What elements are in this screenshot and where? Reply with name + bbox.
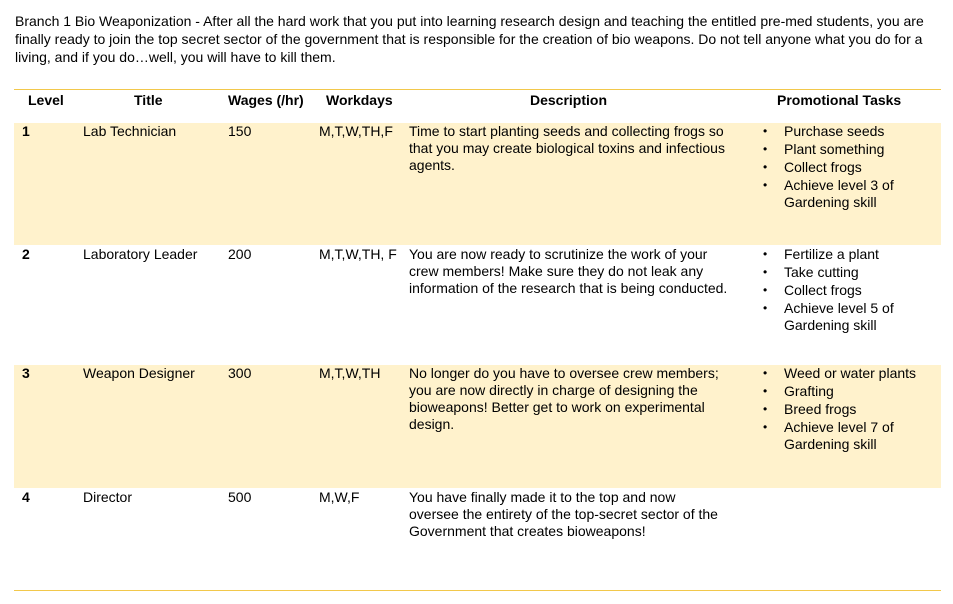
row-wages: 500 <box>228 489 252 505</box>
row-workdays: M,T,W,TH, F <box>319 246 397 262</box>
task-item: • Grafting <box>763 383 834 399</box>
row-level: 1 <box>22 123 30 139</box>
row-tasks <box>763 246 934 335</box>
row-description: No longer do you have to oversee crew members; you are now directly in charge of designing the bioweapons! Better get to work on experimental design. <box>409 365 719 432</box>
table-row <box>14 123 941 245</box>
bullet-icon: • <box>763 402 768 416</box>
task-item: • Plant something <box>763 141 885 157</box>
header-title: Title <box>134 92 163 108</box>
row-description: You are now ready to scrutinize the work of your crew members! Make sure they do not leak any information of the research that is being conducted. <box>409 246 728 296</box>
bullet-icon: • <box>763 178 768 192</box>
task-item: • Achieve level 5 of Gardening skill <box>763 300 894 333</box>
table-row <box>14 365 941 488</box>
task-item: • Purchase seeds <box>763 123 885 139</box>
bullet-icon: • <box>763 301 768 315</box>
table-row <box>14 489 941 589</box>
bullet-icon: • <box>763 366 768 380</box>
task-item: • Collect frogs <box>763 159 862 175</box>
table-header <box>14 90 941 123</box>
bullet-icon: • <box>763 247 768 261</box>
row-wages: 150 <box>228 123 252 139</box>
row-workdays: M,T,W,TH <box>319 365 381 381</box>
bullet-icon: • <box>763 265 768 279</box>
header-workdays: Workdays <box>326 92 393 108</box>
header-level: Level <box>28 92 64 108</box>
row-workdays: M,W,F <box>319 489 360 505</box>
task-item: • Achieve level 7 of Gardening skill <box>763 419 894 452</box>
row-wages: 200 <box>228 246 252 262</box>
header-description: Description <box>530 92 608 108</box>
table-row <box>14 246 941 364</box>
bullet-icon: • <box>763 142 768 156</box>
intro-text: - After all the hard work that you put into learning research design and teaching the entitled pre-med students, you are finally ready to join the top secret sector of the government that is responsible for the creation of bio weapons. Do not tell anyone what you do for a living, and if you do…well, you will have to kill them. <box>15 13 924 65</box>
bullet-icon: • <box>763 283 768 297</box>
intro-paragraph <box>15 12 935 66</box>
header-wages: Wages (/hr) <box>228 92 304 108</box>
row-level: 3 <box>22 365 30 381</box>
task-item: • Fertilize a plant <box>763 246 879 262</box>
row-level: 4 <box>22 489 30 505</box>
row-description: Time to start planting seeds and collecting frogs so that you may create biological toxins and infectious agents. <box>409 123 725 173</box>
task-item: • Breed frogs <box>763 401 857 417</box>
row-title: Director <box>83 489 133 505</box>
bullet-icon: • <box>763 124 768 138</box>
bullet-icon: • <box>763 384 768 398</box>
row-title: Lab Technician <box>83 123 177 139</box>
row-description: You have finally made it to the top and now oversee the entirety of the top-secret sector of the Government that creates bioweapons! <box>409 489 718 539</box>
row-level: 2 <box>22 246 30 262</box>
row-tasks <box>763 123 934 212</box>
task-item: • Weed or water plants <box>763 365 917 381</box>
row-wages: 300 <box>228 365 252 381</box>
row-tasks <box>763 365 934 454</box>
row-workdays: M,T,W,TH,F <box>319 123 393 139</box>
branch-title: Branch 1 Bio Weaponization <box>15 13 192 29</box>
task-item: • Collect frogs <box>763 282 862 298</box>
header-tasks: Promotional Tasks <box>777 92 902 108</box>
career-table <box>14 89 941 591</box>
task-item: • Take cutting <box>763 264 859 280</box>
row-title: Weapon Designer <box>83 365 195 381</box>
bullet-icon: • <box>763 160 768 174</box>
row-title: Laboratory Leader <box>83 246 198 262</box>
bullet-icon: • <box>763 420 768 434</box>
task-item: • Achieve level 3 of Gardening skill <box>763 177 894 210</box>
